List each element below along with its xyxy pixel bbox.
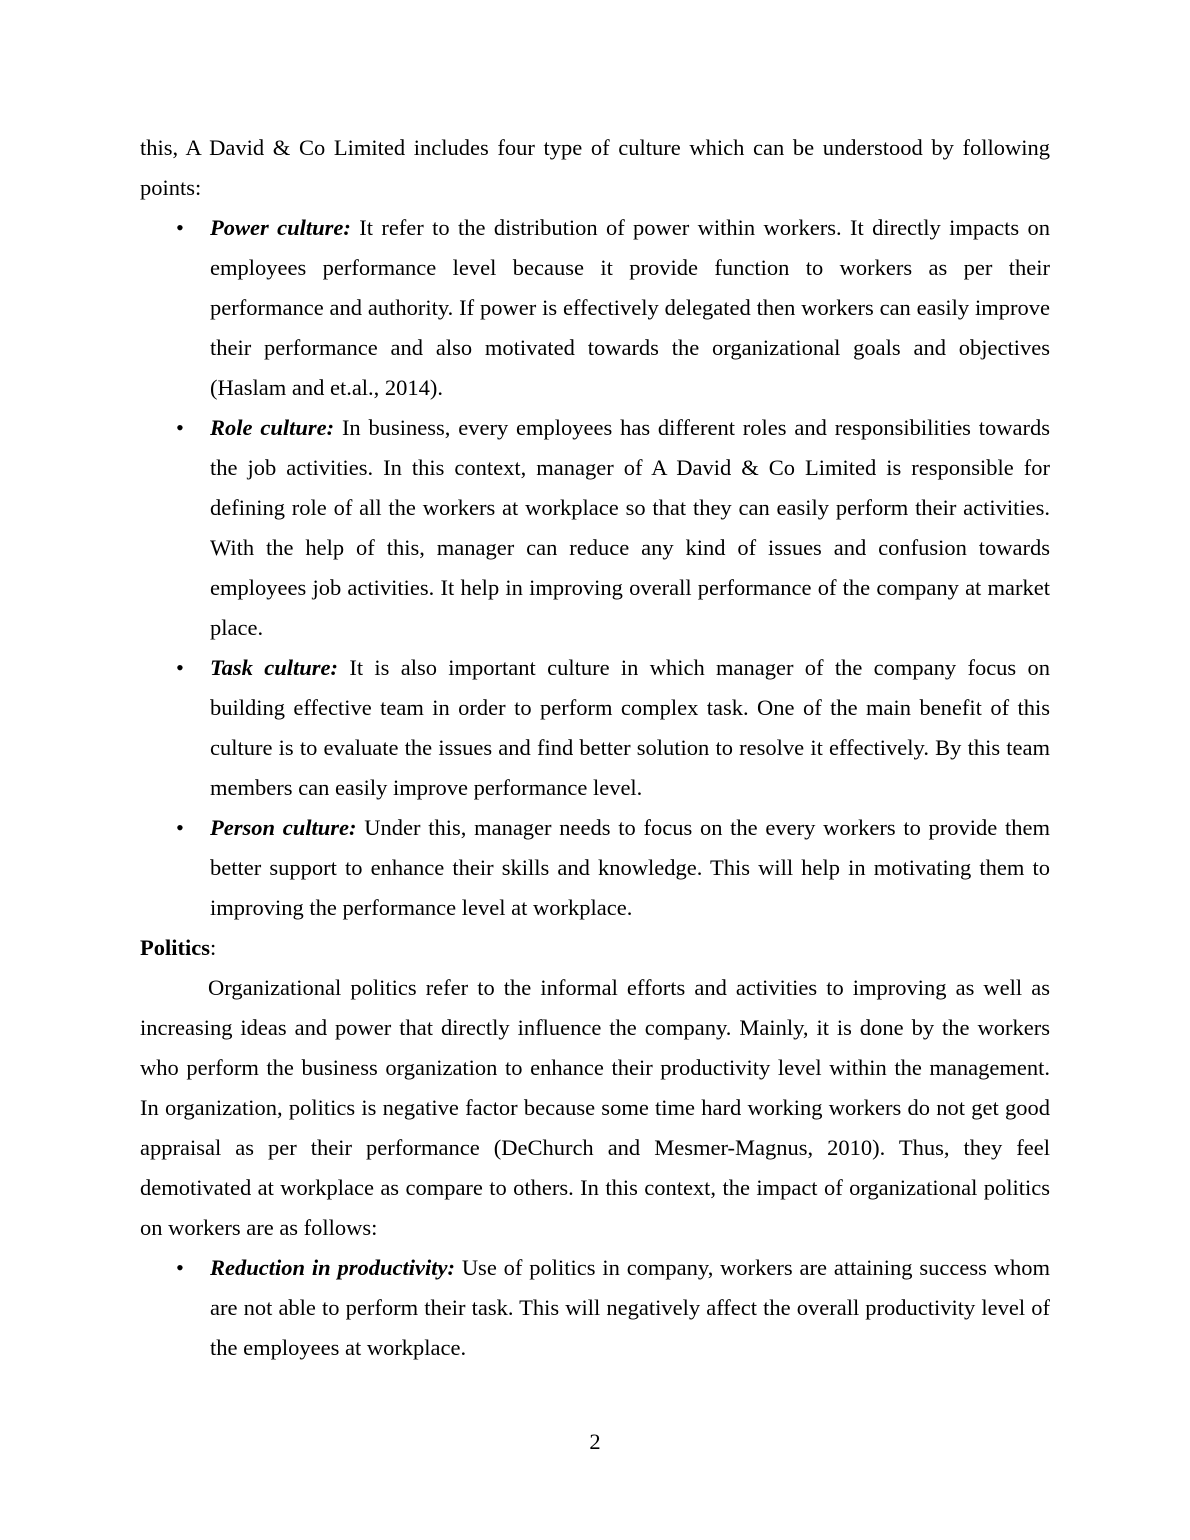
culture-bullet-list — [140, 208, 1050, 928]
bullet-reduction-productivity-lead: Reduction in productivity: — [210, 1255, 455, 1280]
politics-paragraph: Organizational politics refer to the informal efforts and activities to improving as well as increasing ideas and power that directly influence the company. Mainly, it is done by the workers who perform the business organization to enhance their productivity level within the management. In organization, politics is negative factor because some time hard working workers do not get good appraisal as per their performance (DeChurch and Mesmer-Magnus, 2010). Thus, they feel demotivated at workplace as compare to others. In this context, the impact of organizational politics on workers are as follows: — [140, 975, 1050, 1240]
intro-paragraph: this, A David & Co Limited includes four type of culture which can be understood by following points: — [140, 135, 1050, 200]
bullet-role-culture — [140, 408, 1050, 648]
politics-heading — [140, 928, 1050, 968]
bullet-task-culture — [140, 648, 1050, 808]
bullet-power-culture-text: It refer to the distribution of power within workers. It directly impacts on employees performance level because it provide function to workers as per their performance and authority. If power is effectively delegated then workers can easily improve their performance and also motivated towards the organizational goals and objectives (Haslam and et.al., 2014). — [210, 215, 1050, 400]
bullet-power-culture — [140, 208, 1050, 408]
bullet-reduction-productivity-text: Use of politics in company, workers are attaining success whom are not able to perform their task. This will negatively affect the overall productivity level of the employees at workplace. — [210, 1255, 1050, 1360]
bullet-role-culture-text: In business, every employees has different roles and responsibilities towards the job activities. In this context, manager of A David & Co Limited is responsible for defining role of all the workers at workplace so that they can easily perform their activities. With the help of this, manager can reduce any kind of issues and confusion towards employees job activities. It help in improving overall performance of the company at market place. — [210, 415, 1051, 640]
bullet-person-culture — [140, 808, 1050, 928]
bullet-task-culture-text: It is also important culture in which manager of the company focus on building effective team in order to perform complex task. One of the main benefit of this culture is to evaluate the issues and find better solution to resolve it effectively. By this team members can easily improve performance level. — [210, 655, 1051, 800]
bullet-person-culture-lead: Person culture: — [210, 815, 357, 840]
bullet-power-culture-lead: Power culture: — [210, 215, 351, 240]
bullet-reduction-productivity — [140, 1248, 1050, 1368]
bullet-task-culture-lead: Task culture: — [210, 655, 339, 680]
document-body — [140, 128, 1050, 1368]
politics-bullet-list — [140, 1248, 1050, 1368]
bullet-person-culture-text: Under this, manager needs to focus on the every workers to provide them better support to enhance their skills and knowledge. This will help in motivating them to improving the performance level at workplace. — [210, 815, 1051, 920]
politics-heading-colon: : — [209, 935, 217, 960]
page-number: 2 — [589, 1429, 601, 1454]
bullet-role-culture-lead: Role culture: — [210, 415, 335, 440]
politics-heading-label: Politics — [140, 935, 210, 960]
